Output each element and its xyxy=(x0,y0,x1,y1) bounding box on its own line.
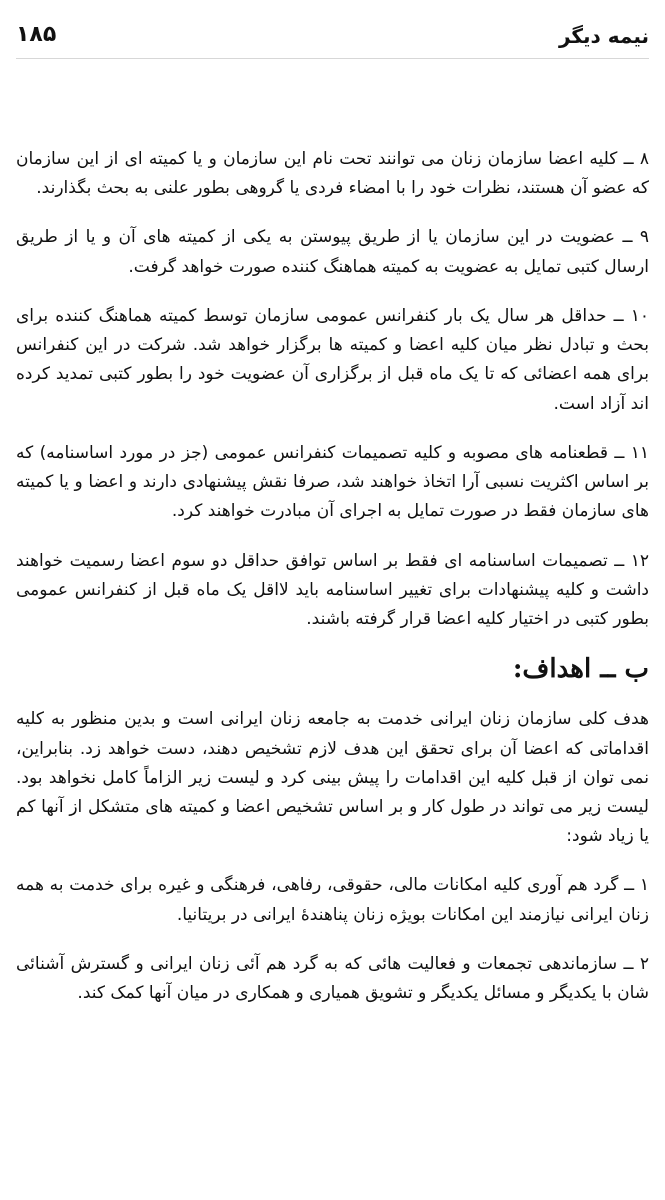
goal-item-2: ۲ ــ سازماندهی تجمعات و فعالیت هائی که به گرد هم آئی زنان ایرانی و گسترش آشنائی شان با یکدیگر و مسائل یکدیگر و تشویق همیاری و همکاری در میان آنها کمک کند. xyxy=(16,953,649,1004)
goal-item-1: ۱ ــ گرد هم آوری کلیه امکانات مالی، حقوقی، رفاهی، فرهنگی و غیره برای خدمت به همه زنان ایرانی نیازمند این امکانات بویژه زنان پناهندهٔ ایرانی در بریتانیا. xyxy=(16,875,649,925)
goals-intro-paragraph: هدف کلی سازمان زنان ایرانی خدمت به جامعه زنان ایرانی است و بدین منظور به کلیه اقداماتی که اعضا آن برای تحقق این هدف لازم تشخیص دهند، دست خواهد زد. بنابراین، نمی توان از قبل کلیه این اقدامات را پیش بینی کرد و لیست زیر الزاماً کامل نخواهد بود. لیست زیر می تواند در طول کار و بر اساس تشخیص اعضا و کمیته های متشکل از آنها کم یا زیاد شود: xyxy=(16,709,649,847)
section-heading-goals: ب ــ اهداف: xyxy=(512,654,649,685)
article-item-9: ۹ ــ عضویت در این سازمان یا از طریق پیوستن به یکی از کمیته های آن و یا از طریق ارسال کتبی تمایل به عضویت به کمیته هماهنگ کننده صورت خواهد گرفت. xyxy=(16,227,649,277)
article-item-8: ۸ ــ کلیه اعضا سازمان زنان می توانند تحت نام این سازمان و یا کمیته ای از این سازمان که عضو آن هستند، نظرات خود را با امضاء فردی یا گروهی بطور علنی به بحث بگذارند. xyxy=(16,149,649,199)
page-number: ۱۸۵ xyxy=(16,22,57,47)
article-item-10: ۱۰ ــ حداقل هر سال یک بار کنفرانس عمومی سازمان توسط کمیته هماهنگ کننده برای بحث و تبادل نظر میان کلیه اعضا و کمیته ها برگزار خواهد شد. شرکت در این کنفرانس برای همه اعضائی که تا یک ماه قبل از برگزاری آن عضویت خود را بطور کتبی تمدید کرده اند آزاد است. xyxy=(16,305,649,414)
article-item-12: ۱۲ ــ تصمیمات اساسنامه ای فقط بر اساس توافق حداقل دو سوم اعضا رسمیت خواهند داشت و کلیه پیشنهادات برای تغییر اساسنامه باید لااقل یک ماه قبل از کنفرانس عمومی بطور کتبی در اختیار کلیه اعضا قرار گرفته باشند. xyxy=(16,550,649,630)
page-header xyxy=(16,22,649,56)
page-body xyxy=(16,145,649,1008)
article-item-11: ۱۱ ــ قطعنامه های مصوبه و کلیه تصمیمات کنفرانس عمومی (جز در مورد اساسنامه) که بر اساس اکثریت نسبی آرا اتخاذ خواهند شد، صرفا نقش پیشنهادی دارند و اعضا و یا کمیته های سازمان فقط در صورت تمایل به اجرای آن مبادرت خواهند کرد. xyxy=(16,442,649,522)
running-title: نیمه دیگر xyxy=(558,24,649,48)
header-rule xyxy=(16,58,649,59)
